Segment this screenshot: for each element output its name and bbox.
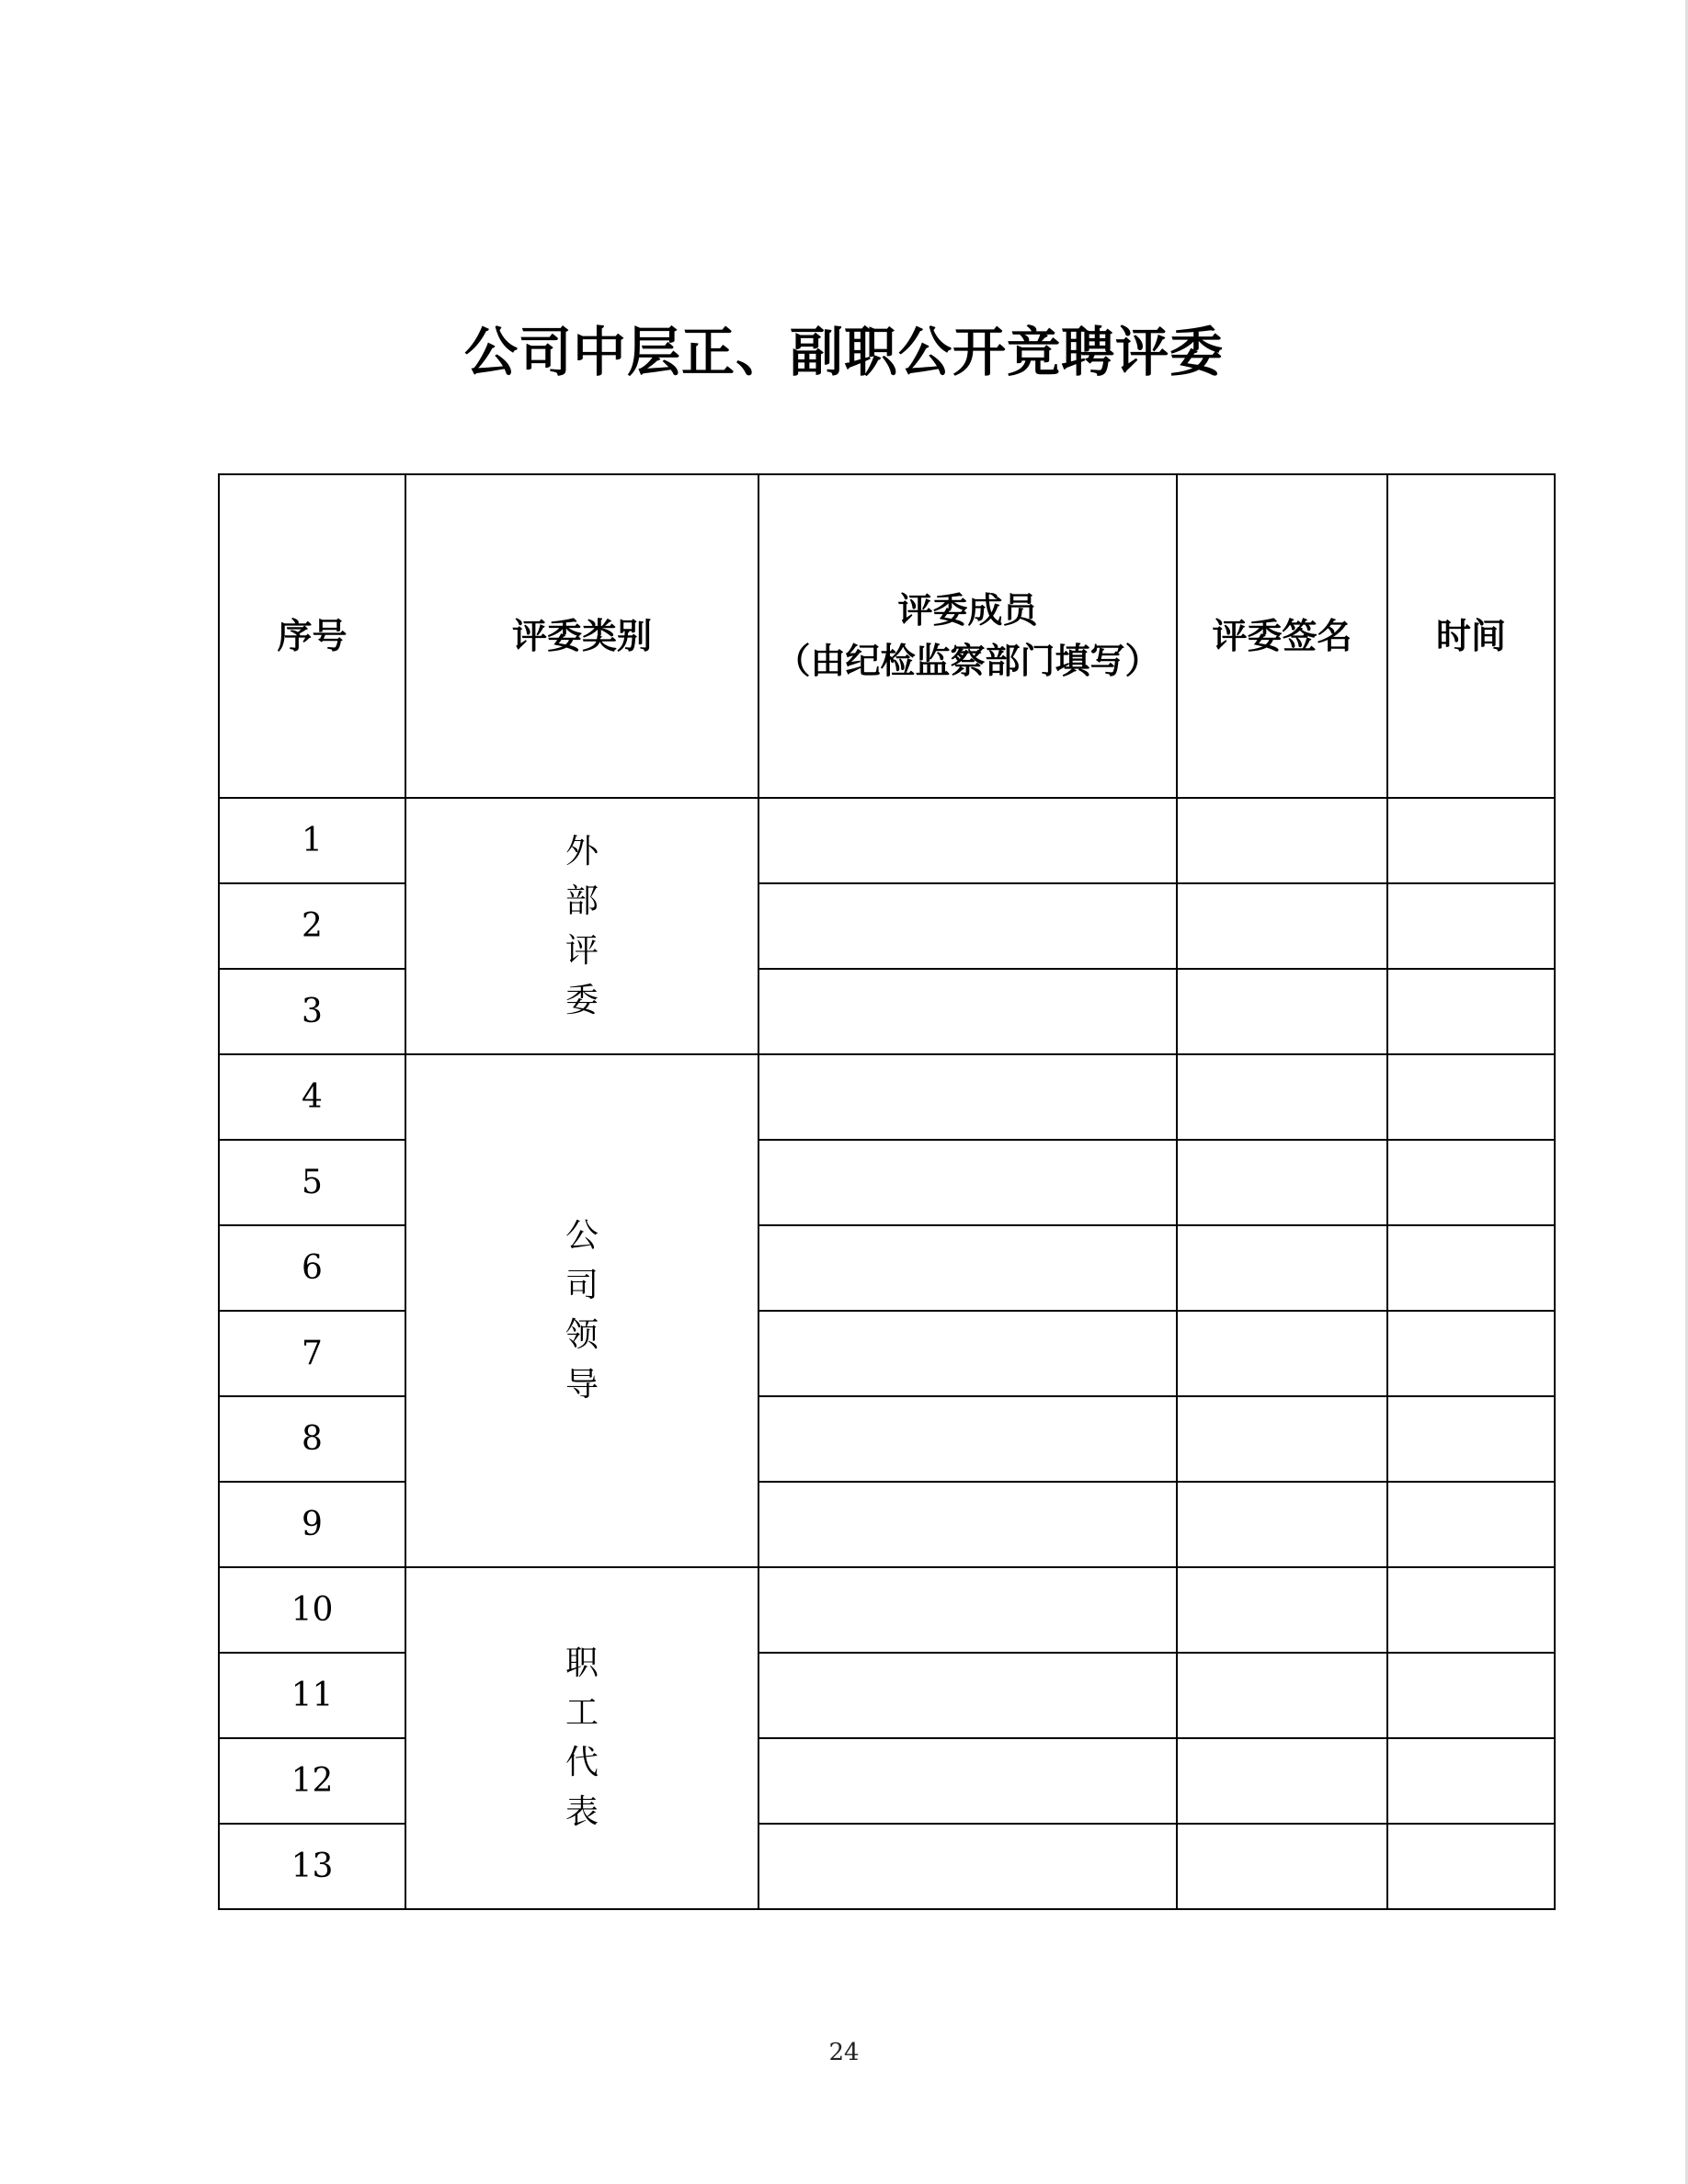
seq-cell: 10 <box>219 1567 405 1653</box>
committee-table <box>218 473 1556 1910</box>
signature-cell[interactable] <box>1177 1738 1387 1824</box>
signature-cell[interactable] <box>1177 798 1387 883</box>
table-row <box>219 798 1555 883</box>
time-cell[interactable] <box>1387 1311 1555 1396</box>
seq-cell: 1 <box>219 798 405 883</box>
table-row <box>219 1567 1555 1653</box>
category-char: 部 <box>565 882 599 920</box>
seq-cell: 12 <box>219 1738 405 1824</box>
category-char: 表 <box>565 1793 599 1831</box>
category-char: 工 <box>565 1694 599 1732</box>
signature-cell[interactable] <box>1177 1824 1387 1909</box>
category-char: 领 <box>565 1316 599 1354</box>
header-seq: 序号 <box>219 474 405 798</box>
seq-cell: 3 <box>219 969 405 1054</box>
seq-cell: 13 <box>219 1824 405 1909</box>
member-cell[interactable] <box>758 1824 1177 1909</box>
member-cell[interactable] <box>758 1567 1177 1653</box>
time-cell[interactable] <box>1387 1140 1555 1225</box>
signature-cell[interactable] <box>1177 1054 1387 1140</box>
category-char: 职 <box>565 1644 599 1682</box>
member-cell[interactable] <box>758 1054 1177 1140</box>
member-cell[interactable] <box>758 1225 1177 1311</box>
seq-cell: 11 <box>219 1653 405 1738</box>
signature-cell[interactable] <box>1177 1482 1387 1567</box>
table-row <box>219 1054 1555 1140</box>
member-cell[interactable] <box>758 1140 1177 1225</box>
member-cell[interactable] <box>758 1482 1177 1567</box>
member-cell[interactable] <box>758 1738 1177 1824</box>
member-cell[interactable] <box>758 883 1177 969</box>
member-cell[interactable] <box>758 1396 1177 1482</box>
time-cell[interactable] <box>1387 1567 1555 1653</box>
seq-cell: 2 <box>219 883 405 969</box>
table-header-row <box>219 474 1555 798</box>
seq-cell: 9 <box>219 1482 405 1567</box>
category-char: 司 <box>565 1267 599 1304</box>
category-cell-leadership <box>405 1054 758 1567</box>
time-cell[interactable] <box>1387 1396 1555 1482</box>
header-member-note: （由纪检监察部门填写） <box>775 641 1160 681</box>
seq-cell: 8 <box>219 1396 405 1482</box>
member-cell[interactable] <box>758 798 1177 883</box>
header-member <box>758 474 1177 798</box>
page-number: 24 <box>828 2039 860 2066</box>
category-char: 外 <box>565 832 599 870</box>
member-cell[interactable] <box>758 1311 1177 1396</box>
header-member-title: 评委成员 <box>897 590 1038 631</box>
signature-cell[interactable] <box>1177 1225 1387 1311</box>
time-cell[interactable] <box>1387 1482 1555 1567</box>
time-cell[interactable] <box>1387 798 1555 883</box>
category-char: 代 <box>565 1744 599 1781</box>
time-cell[interactable] <box>1387 1738 1555 1824</box>
signature-cell[interactable] <box>1177 969 1387 1054</box>
signature-cell[interactable] <box>1177 1311 1387 1396</box>
time-cell[interactable] <box>1387 969 1555 1054</box>
signature-cell[interactable] <box>1177 1653 1387 1738</box>
signature-cell[interactable] <box>1177 1140 1387 1225</box>
category-char: 委 <box>565 981 599 1019</box>
header-category: 评委类别 <box>405 474 758 798</box>
signature-cell[interactable] <box>1177 1396 1387 1482</box>
header-signature: 评委签名 <box>1177 474 1387 798</box>
member-cell[interactable] <box>758 1653 1177 1738</box>
time-cell[interactable] <box>1387 883 1555 969</box>
signature-cell[interactable] <box>1177 1567 1387 1653</box>
category-cell-staff <box>405 1567 758 1909</box>
time-cell[interactable] <box>1387 1225 1555 1311</box>
time-cell[interactable] <box>1387 1824 1555 1909</box>
category-char: 公 <box>565 1217 599 1255</box>
category-char: 评 <box>565 931 599 970</box>
category-char: 导 <box>565 1366 599 1404</box>
page-title: 公司中层正、副职公开竞聘评委 <box>463 321 1224 383</box>
time-cell[interactable] <box>1387 1653 1555 1738</box>
category-cell-external <box>405 798 758 1054</box>
member-cell[interactable] <box>758 969 1177 1054</box>
signature-cell[interactable] <box>1177 883 1387 969</box>
seq-cell: 4 <box>219 1054 405 1140</box>
header-time: 时间 <box>1387 474 1555 798</box>
seq-cell: 7 <box>219 1311 405 1396</box>
time-cell[interactable] <box>1387 1054 1555 1140</box>
seq-cell: 6 <box>219 1225 405 1311</box>
seq-cell: 5 <box>219 1140 405 1225</box>
